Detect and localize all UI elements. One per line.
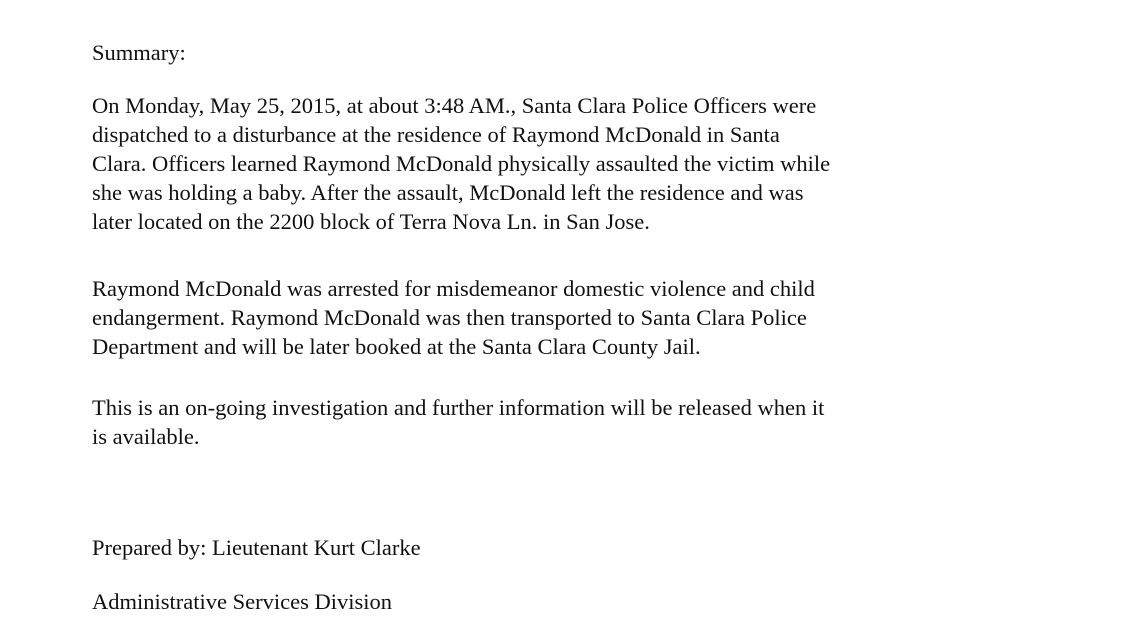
prepared-by: Prepared by: Lieutenant Kurt Clarke (92, 535, 421, 560)
arrest-paragraph (92, 274, 992, 361)
incident-paragraph (92, 91, 992, 236)
paragraph-line: endangerment. Raymond McDonald was then transported to Santa Clara Police (92, 305, 807, 330)
paragraph-line: This is an on-going investigation and further information will be released when it (92, 395, 825, 420)
investigation-paragraph (92, 393, 992, 451)
summary-heading: Summary: (92, 40, 186, 65)
paragraph-line: is available. (92, 424, 200, 449)
paragraph-line: Raymond McDonald was arrested for misdemeanor domestic violence and child (92, 276, 815, 301)
paragraph-line: Clara. Officers learned Raymond McDonald physically assaulted the victim while (92, 151, 831, 176)
paragraph-line: she was holding a baby. After the assault, McDonald left the residence and was (92, 180, 804, 205)
division-name: Administrative Services Division (92, 589, 392, 614)
paragraph-line: dispatched to a disturbance at the residence of Raymond McDonald in Santa (92, 122, 780, 147)
paragraph-line: Department and will be later booked at the Santa Clara County Jail. (92, 334, 701, 359)
paragraph-line: later located on the 2200 block of Terra Nova Ln. in San Jose. (92, 209, 650, 234)
paragraph-line: On Monday, May 25, 2015, at about 3:48 AM., Santa Clara Police Officers were (92, 93, 817, 118)
